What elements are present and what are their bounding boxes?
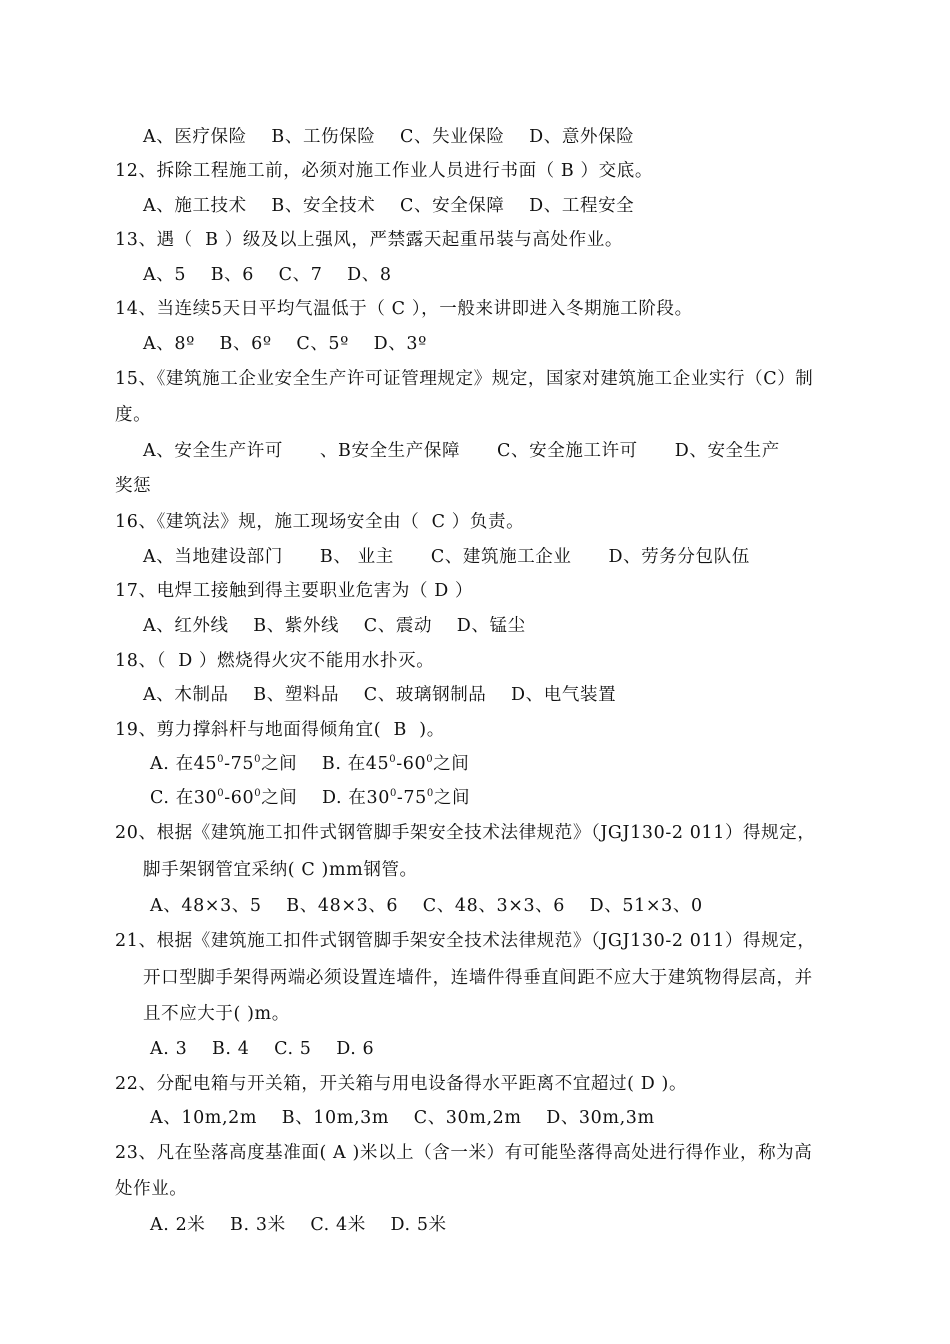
q13-options: A、5 B、6 C、7 D、8 [143,265,392,285]
q15-options: A、安全生产许可 、B安全生产保障 C、安全施工许可 D、安全生产 [143,441,780,461]
q15-question-cont: 度。 [115,405,152,425]
q23-options: A. 2米 B. 3米 C. 4米 D. 5米 [150,1215,447,1235]
q20-options: A、48×3、5 B、48×3、6 C、48、3×3、6 D、51×3、0 [150,896,703,916]
q21-question-cont1: 开口型脚手架得两端必须设置连墙件，连墙件得垂直间距不应大于建筑物得层高，并 [143,968,813,988]
q13-question: 13、遇（ B ）级及以上强风，严禁露天起重吊装与高处作业。 [115,230,623,250]
q20-question-cont: 脚手架钢管宜采纳( C )mm钢管。 [143,860,418,880]
q11-options: A、医疗保险 B、工伤保险 C、失业保险 D、意外保险 [143,127,635,147]
q12-question: 12、拆除工程施工前，必须对施工作业人员进行书面（ B ）交底。 [115,161,653,181]
q15-question: 15、《建筑施工企业安全生产许可证管理规定》规定，国家对建筑施工企业实行（C）制 [115,369,814,389]
q23-question: 23、凡在坠落高度基准面( A )米以上（含一米）有可能坠落得高处进行得作业，称为高 [115,1143,813,1163]
q20-question: 20、根据《建筑施工扣件式钢管脚手架安全技术法律规范》（JGJ130-2 011）得规定， [115,823,816,843]
q18-options: A、木制品 B、塑料品 C、玻璃钢制品 D、电气装置 [143,685,617,705]
q21-options: A. 3 B. 4 C. 5 D. 6 [150,1039,375,1059]
q18-question: 18、（ D ）燃烧得火灾不能用水扑灭。 [115,651,435,671]
q21-question-cont2: 且不应大于( )m。 [143,1004,290,1024]
q23-question-cont: 处作业。 [115,1179,188,1199]
q16-options: A、当地建设部门 B、 业主 C、建筑施工企业 D、劳务分包队伍 [143,547,750,567]
q21-question: 21、根据《建筑施工扣件式钢管脚手架安全技术法律规范》（JGJ130-2 011）得规定， [115,931,816,951]
q22-question: 22、分配电箱与开关箱，开关箱与用电设备得水平距离不宜超过( D )。 [115,1074,688,1094]
q19-options-row2: C. 在$30^0-60^0$之间 D. 在$30^0-75^0$之间 [150,788,471,808]
q22-options: A、10m,2m B、10m,3m C、30m,2m D、30m,3m [150,1108,655,1128]
q14-question: 14、当连续5天日平均气温低于（ C ），一般来讲即进入冬期施工阶段。 [115,299,693,319]
q17-options: A、红外线 B、紫外线 C、震动 D、锰尘 [143,616,526,636]
q12-options: A、施工技术 B、安全技术 C、安全保障 D、工程安全 [143,196,635,216]
q19-question: 19、剪力撑斜杆与地面得倾角宜( B )。 [115,720,445,740]
q19-options-row1: A. 在$45^0-75^0$之间 B. 在$45^0-60^0$之间 [150,754,470,774]
q14-options: A、8º B、6º C、5º D、3º [143,334,427,354]
q17-question: 17、电焊工接触到得主要职业危害为（ D ） [115,581,474,601]
q15-options-cont: 奖惩 [115,476,152,496]
q16-question: 16、《建筑法》规，施工现场安全由（ C ）负责。 [115,512,525,532]
